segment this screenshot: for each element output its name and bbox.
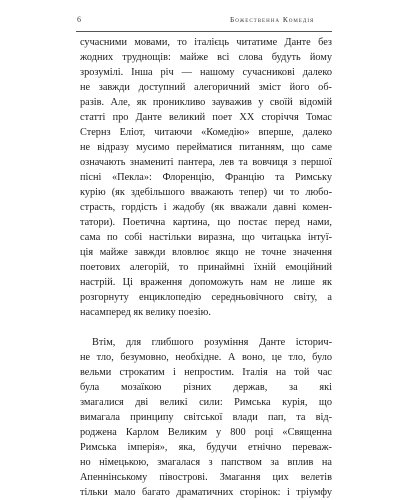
- text-line: сама по собі настільки виразна, що читацька інтуї-: [80, 232, 332, 243]
- paragraph-1: [80, 35, 332, 320]
- text-line: сучасними мовами, то італієць читатиме Данте без: [80, 37, 332, 48]
- text-line: вельми строкатим і непростим. Італія на той час: [80, 367, 332, 378]
- running-head: [0, 0, 400, 36]
- text-line: настрій. Ці враження допоможуть нам не лише як: [80, 277, 332, 288]
- text-line: родженa Карлом Великим у 800 році «Священна: [80, 427, 332, 438]
- page-number: 6: [77, 15, 82, 24]
- text-line: Апеннінському півострові. Змагання цих велетів: [80, 472, 332, 483]
- text-line: не завжди доступний алегоричний зміст його об-: [80, 82, 332, 93]
- paragraph-2: [80, 335, 332, 500]
- body-text: [80, 35, 332, 500]
- text-line: розгорнуту енциклопедію середньовічного світу, а: [80, 292, 332, 303]
- text-line: статті про Данте великий поет ХХ сторіччя Томас: [80, 112, 332, 123]
- text-line: пісні «Пекла»: Флоренцію, Францію та Римську: [80, 172, 332, 183]
- text-line: тільки мало багато драматичних сторінок: і тріумфу: [80, 487, 332, 498]
- text-line: поетових алегорій, то принаймні їхній емоційний: [80, 262, 332, 273]
- text-line: страсть, гордість і жадобу (як вважали давні комен-: [80, 202, 332, 213]
- text-line: курію (як здебільшого вважають тепер) чи то любо-: [80, 187, 332, 198]
- text-line: насамперед як велику поезію.: [80, 307, 211, 318]
- text-line: вимагала принципу світської влади пап, та від-: [80, 412, 332, 423]
- text-line: но німецькою, змагалася з папством за вплив на: [80, 457, 332, 468]
- text-line: Втім, для глибшого розуміння Данте історич-: [92, 337, 332, 348]
- text-line: разів. Але, як проникливо зауважив у своїй відомій: [80, 97, 332, 108]
- text-line: означають знамениті пантера, лев та вовчиця з першої: [80, 157, 332, 168]
- text-line: не тло, безумовно, необхідне. А воно, це тло, було: [80, 352, 332, 363]
- text-line: змагалися дві великі сили: Римська курія, що: [80, 397, 332, 408]
- text-line: ція майже завжди вловлює якщо не точне значення: [80, 247, 332, 258]
- running-title: Божественна Комедія: [230, 15, 315, 24]
- text-line: жодних труднощів: майже всі слова будуть йому: [80, 52, 332, 63]
- text-line: не відразу мусимо перейматися питанням, що саме: [80, 142, 332, 153]
- text-line: Стернз Еліот, читаючи «Комедію» вперше, далеко: [80, 127, 332, 138]
- paragraph-gap: [80, 320, 332, 335]
- text-line: татори). Поетична картина, що постає перед нами,: [80, 217, 332, 228]
- text-line: Римська імперія», яка, будучи етнічно переваж-: [80, 442, 332, 453]
- text-line: зрозумілі. Інша річ — нашому сучасникові далеко: [80, 67, 332, 78]
- text-line: була мозаїкою різних держав, за які: [80, 382, 332, 393]
- header-rule: [76, 31, 332, 32]
